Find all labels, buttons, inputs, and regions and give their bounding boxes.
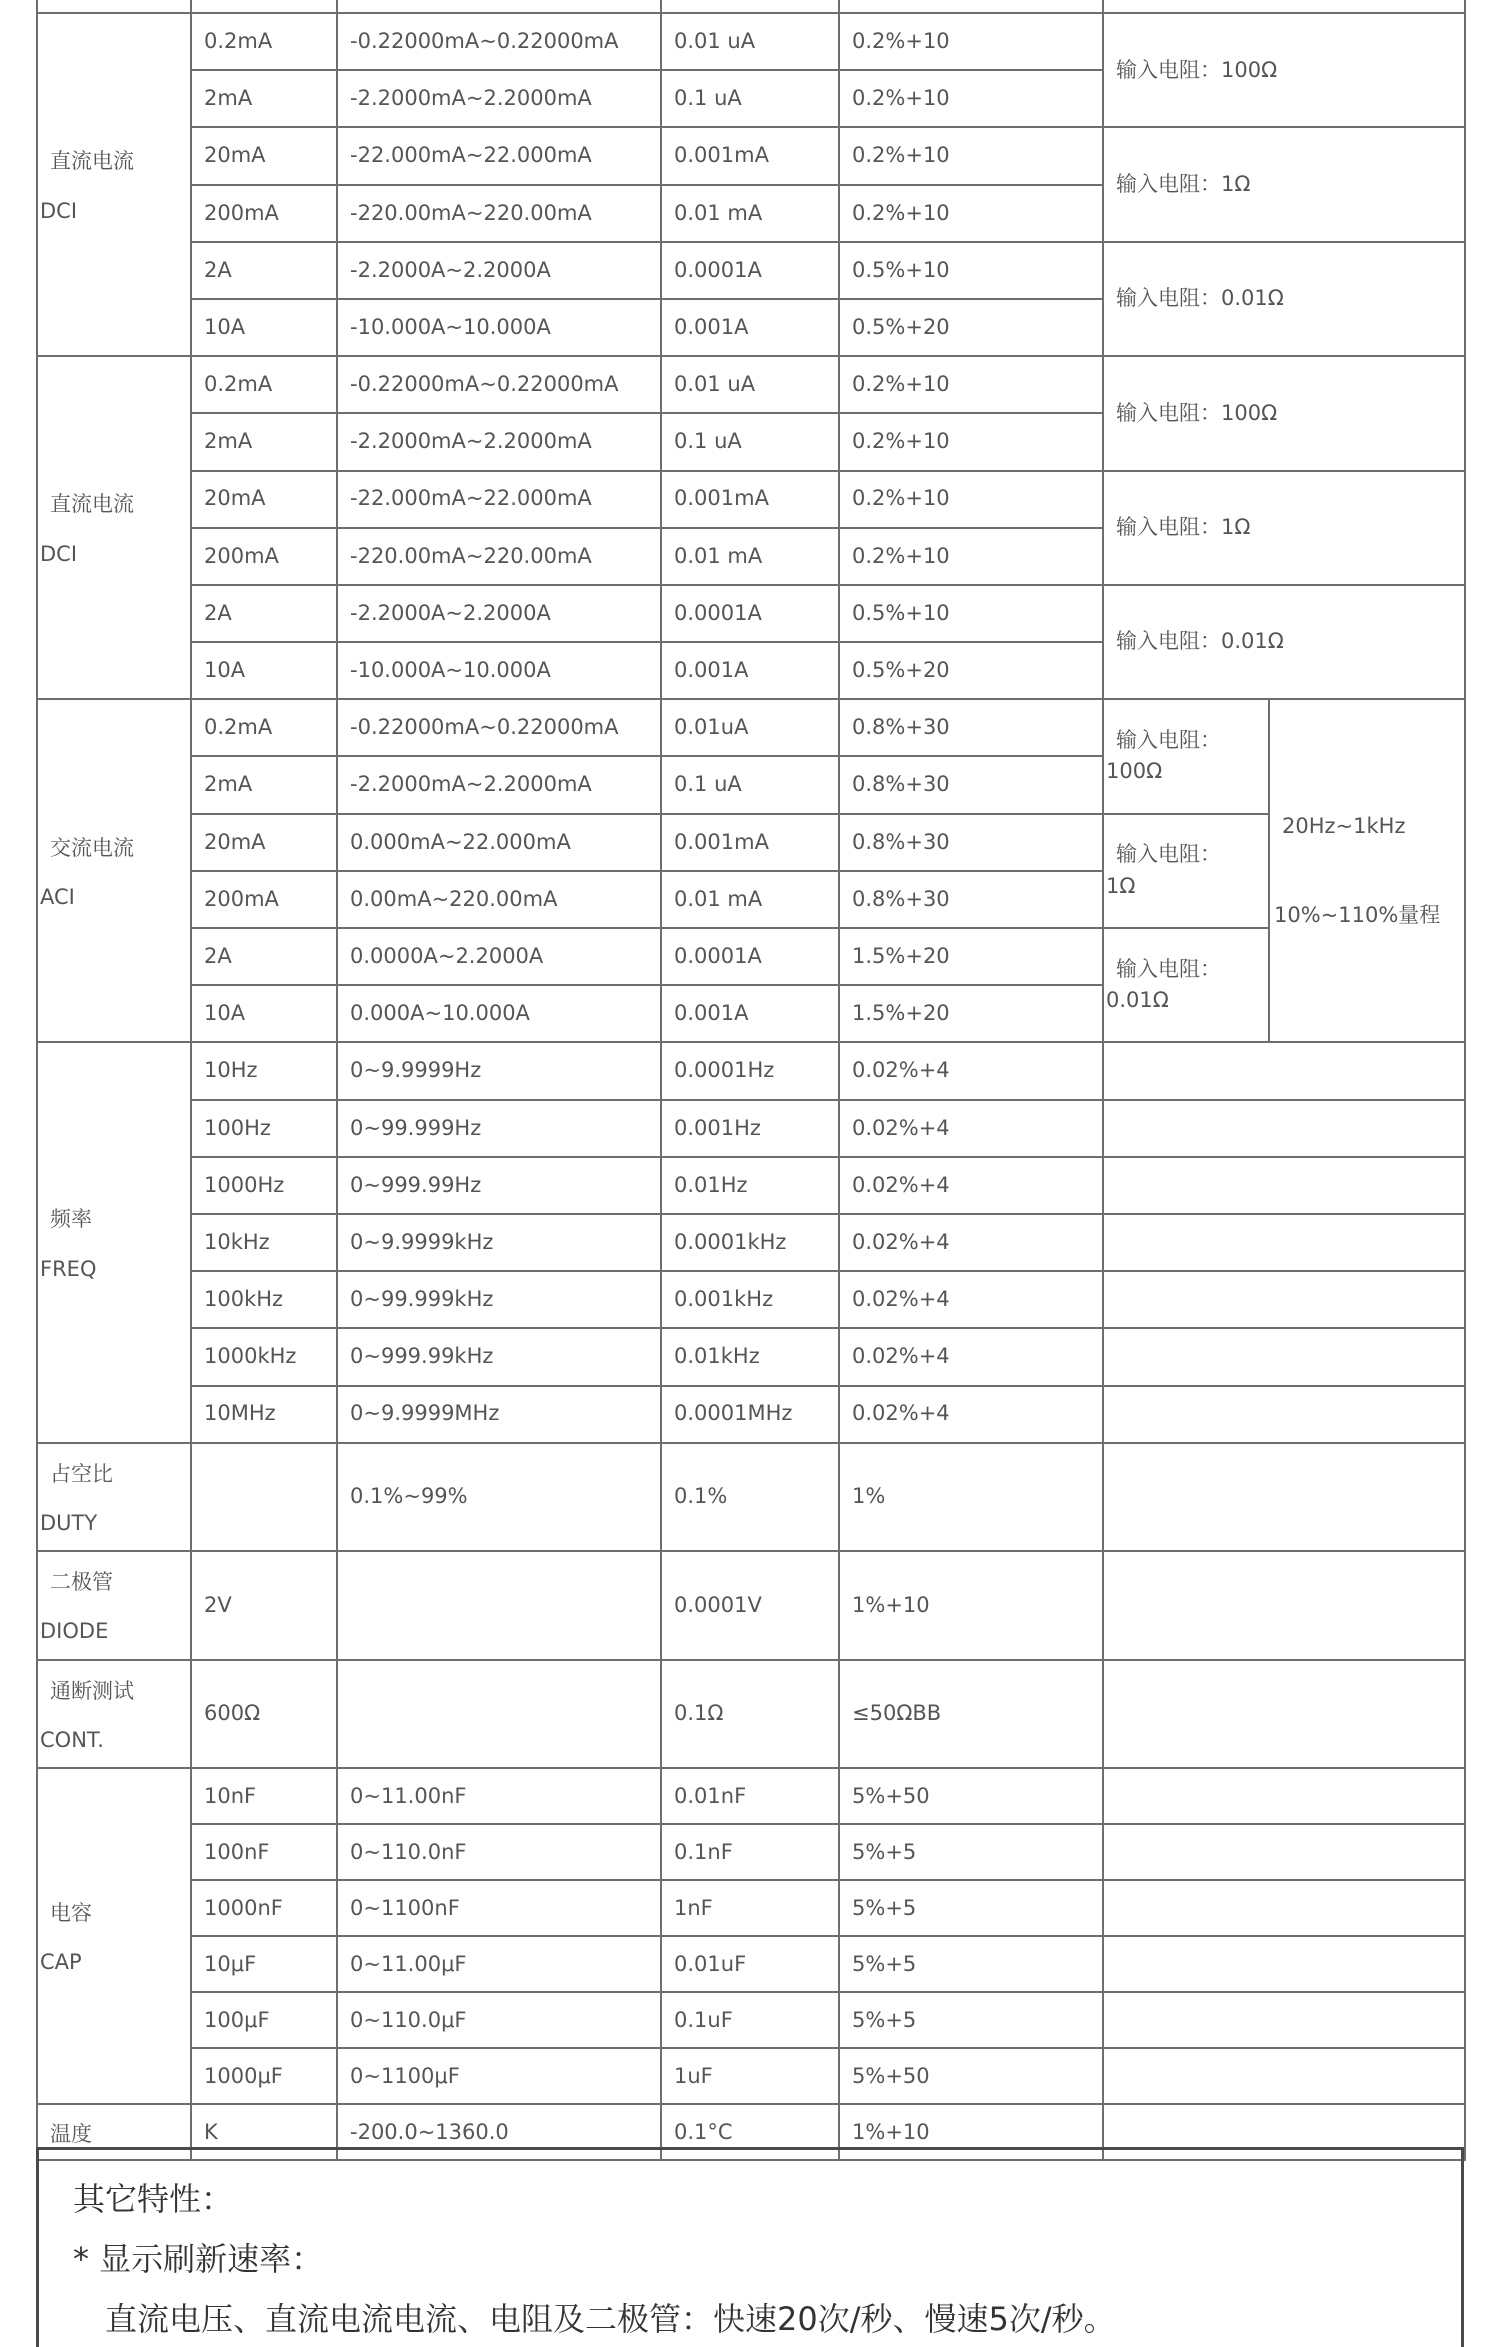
input-resistance-note (1103, 814, 1269, 928)
category-name-en: CAP (40, 1950, 82, 1975)
accuracy-cell: 0.5%+20 (839, 299, 1103, 356)
accuracy-cell: 0.8%+30 (839, 814, 1103, 871)
table-row (37, 1768, 1465, 1824)
empty-note (1103, 1936, 1465, 1992)
table-row (37, 928, 1465, 985)
table-row (37, 13, 1465, 70)
input-resistance-note: 输入电阻：0.01Ω (1103, 242, 1465, 356)
category-freq (37, 1042, 191, 1442)
empty-note (1103, 1660, 1465, 1769)
table-row (37, 1271, 1465, 1328)
measure-range-cell (337, 1551, 661, 1660)
resolution-cell: 0.01uF (661, 1936, 839, 1992)
measure-range-cell: 0~99.999Hz (337, 1100, 661, 1157)
range-cell: 10A (191, 642, 337, 699)
range-cell: 2mA (191, 70, 337, 127)
table-row-top-cut (37, 0, 1465, 13)
range-cell: 2V (191, 1551, 337, 1660)
empty-note (1103, 1386, 1465, 1443)
measure-range-cell: -22.000mA~22.000mA (337, 471, 661, 528)
category-aci (37, 699, 191, 1042)
category-name-cn: 频率 (50, 1207, 92, 1232)
category-name-en: CONT. (40, 1727, 104, 1752)
accuracy-cell: 5%+50 (839, 2048, 1103, 2104)
range-cell: 0.2mA (191, 13, 337, 70)
range-cell: 10nF (191, 1768, 337, 1824)
input-resistance-note: 输入电阻：1Ω (1103, 127, 1465, 241)
measure-range-cell: 0~11.00μF (337, 1936, 661, 1992)
accuracy-cell: 0.2%+10 (839, 471, 1103, 528)
measure-range-cell: 0.000mA~22.000mA (337, 814, 661, 871)
measure-range-cell: 0~110.0nF (337, 1824, 661, 1880)
empty-note (1103, 1157, 1465, 1214)
measure-range-cell: -2.2000A~2.2000A (337, 585, 661, 642)
range-cell: 200mA (191, 871, 337, 928)
table-row (37, 471, 1465, 528)
resolution-cell: 0.01Hz (661, 1157, 839, 1214)
spec-table (36, 0, 1466, 2161)
table-row (37, 1214, 1465, 1271)
range-cell: 10A (191, 985, 337, 1042)
accuracy-cell: 0.2%+10 (839, 127, 1103, 184)
resolution-cell: 0.1nF (661, 1824, 839, 1880)
range-cell: 20mA (191, 814, 337, 871)
measure-range-cell: 0~1100nF (337, 1880, 661, 1936)
resolution-cell: 0.1°C (661, 2104, 839, 2160)
measure-range-cell: 0~9.9999kHz (337, 1214, 661, 1271)
resolution-cell: 0.1uF (661, 1992, 839, 2048)
resolution-cell: 0.01 uA (661, 356, 839, 413)
range-cell: 600Ω (191, 1660, 337, 1769)
measure-range-cell: 0~9.9999MHz (337, 1386, 661, 1443)
empty-note (1103, 1880, 1465, 1936)
resolution-cell: 0.001Hz (661, 1100, 839, 1157)
accuracy-cell: 0.2%+10 (839, 13, 1103, 70)
measure-range-cell: -2.2000mA~2.2000mA (337, 413, 661, 470)
resolution-cell: 0.01 mA (661, 528, 839, 585)
resolution-cell: 0.1 uA (661, 413, 839, 470)
frequency-band-note (1269, 699, 1465, 1042)
range-cell: 1000μF (191, 2048, 337, 2104)
resolution-cell: 0.1% (661, 1443, 839, 1552)
accuracy-cell: 1%+10 (839, 2104, 1103, 2160)
range-cell: 2mA (191, 756, 337, 813)
resolution-cell: 0.0001Hz (661, 1042, 839, 1099)
category-name-en: DUTY (40, 1510, 98, 1535)
empty-note (1103, 1214, 1465, 1271)
note-label: 输入电阻： (1116, 842, 1221, 867)
table-row (37, 699, 1465, 756)
category-name-en: ACI (40, 884, 75, 909)
accuracy-cell: 0.8%+30 (839, 699, 1103, 756)
table-row (37, 1100, 1465, 1157)
range-cell: 20mA (191, 127, 337, 184)
resolution-cell: 0.001A (661, 642, 839, 699)
resolution-cell: 0.01uA (661, 699, 839, 756)
note-value: 0.01Ω (1106, 988, 1169, 1013)
category-name-en: DIODE (40, 1619, 109, 1644)
accuracy-cell: 1.5%+20 (839, 985, 1103, 1042)
empty-note (1103, 1328, 1465, 1385)
table-row (37, 1386, 1465, 1443)
note-value: 100Ω (1106, 759, 1163, 784)
range-cell: 1000kHz (191, 1328, 337, 1385)
measure-range-cell: -220.00mA~220.00mA (337, 185, 661, 242)
empty-note (1103, 1042, 1465, 1099)
table-row (37, 1551, 1465, 1660)
accuracy-cell: 1% (839, 1443, 1103, 1552)
input-resistance-note: 输入电阻：0.01Ω (1103, 585, 1465, 699)
accuracy-cell: 0.02%+4 (839, 1271, 1103, 1328)
range-cell (191, 1443, 337, 1552)
resolution-cell: 0.001mA (661, 814, 839, 871)
frequency-band: 20Hz~1kHz (1282, 813, 1406, 838)
range-cell: 2A (191, 242, 337, 299)
range-cell: 100kHz (191, 1271, 337, 1328)
accuracy-cell: 0.02%+4 (839, 1157, 1103, 1214)
category-diode (37, 1551, 191, 1660)
measure-range-cell: -22.000mA~22.000mA (337, 127, 661, 184)
category-name-en: DCI (40, 198, 78, 223)
resolution-cell: 0.001kHz (661, 1271, 839, 1328)
range-cell: 10MHz (191, 1386, 337, 1443)
resolution-cell: 0.1 uA (661, 70, 839, 127)
measure-range-cell: 0.1%~99% (337, 1443, 661, 1552)
range-cell: 10kHz (191, 1214, 337, 1271)
input-resistance-note: 输入电阻：100Ω (1103, 356, 1465, 470)
empty-note (1103, 1992, 1465, 2048)
table-row (37, 1157, 1465, 1214)
measure-range-cell: 0~999.99Hz (337, 1157, 661, 1214)
resolution-cell: 0.001mA (661, 471, 839, 528)
range-cell: 2mA (191, 413, 337, 470)
accuracy-cell: 0.5%+10 (839, 585, 1103, 642)
measure-range-cell: -2.2000A~2.2000A (337, 242, 661, 299)
accuracy-cell: 0.02%+4 (839, 1100, 1103, 1157)
resolution-cell: 0.1Ω (661, 1660, 839, 1769)
accuracy-cell: 0.2%+10 (839, 185, 1103, 242)
resolution-cell: 0.0001A (661, 928, 839, 985)
other-features-heading: 其它特性： (73, 2180, 234, 2218)
input-resistance-note (1103, 928, 1269, 1042)
measure-range-cell: 0.00mA~220.00mA (337, 871, 661, 928)
category-name-cn: 直流电流 (50, 149, 134, 174)
resolution-cell: 0.01kHz (661, 1328, 839, 1385)
resolution-cell: 1nF (661, 1880, 839, 1936)
empty-note (1103, 1551, 1465, 1660)
table-row (37, 2048, 1465, 2104)
measure-range-cell: 0~1100μF (337, 2048, 661, 2104)
resolution-cell: 0.01 uA (661, 13, 839, 70)
accuracy-cell: 5%+5 (839, 1992, 1103, 2048)
resolution-cell: 0.001mA (661, 127, 839, 184)
accuracy-cell: ≤50ΩBB (839, 1660, 1103, 1769)
resolution-cell: 0.0001MHz (661, 1386, 839, 1443)
range-cell: 200mA (191, 185, 337, 242)
category-name-cn: 二极管 (50, 1570, 113, 1595)
resolution-cell: 0.0001A (661, 585, 839, 642)
resolution-cell: 0.001A (661, 985, 839, 1042)
table-row (37, 1824, 1465, 1880)
empty-note (1103, 1100, 1465, 1157)
range-cell: 200mA (191, 528, 337, 585)
resolution-cell: 0.01nF (661, 1768, 839, 1824)
measure-range-cell: -2.2000mA~2.2000mA (337, 70, 661, 127)
category-duty (37, 1443, 191, 1552)
measure-range-cell: 0~110.0μF (337, 1992, 661, 2048)
empty-note (1103, 1443, 1465, 1552)
table-row (37, 127, 1465, 184)
range-cell: 100nF (191, 1824, 337, 1880)
accuracy-cell: 5%+5 (839, 1936, 1103, 1992)
range-cell: 100Hz (191, 1100, 337, 1157)
table-row (37, 585, 1465, 642)
table-row (37, 1328, 1465, 1385)
accuracy-cell: 5%+50 (839, 1768, 1103, 1824)
input-resistance-note: 输入电阻：100Ω (1103, 13, 1465, 127)
measure-range-cell: 0~11.00nF (337, 1768, 661, 1824)
category-name-cn: 通断测试 (50, 1678, 134, 1703)
resolution-cell: 0.001A (661, 299, 839, 356)
range-cell: 1000Hz (191, 1157, 337, 1214)
table-row (37, 356, 1465, 413)
accuracy-cell: 0.2%+10 (839, 413, 1103, 470)
refresh-rate-text: 直流电压、直流电流电流、电阻及二极管：快速20次/秒、慢速5次/秒。 (105, 2300, 1116, 2338)
resolution-cell: 0.0001kHz (661, 1214, 839, 1271)
accuracy-cell: 0.5%+20 (839, 642, 1103, 699)
accuracy-cell: 0.8%+30 (839, 756, 1103, 813)
range-cell: 100μF (191, 1992, 337, 2048)
table-row (37, 814, 1465, 871)
measure-range-cell: 0~99.999kHz (337, 1271, 661, 1328)
accuracy-cell: 0.2%+10 (839, 70, 1103, 127)
measure-range-cell: -2.2000mA~2.2000mA (337, 756, 661, 813)
measure-range-cell: -0.22000mA~0.22000mA (337, 356, 661, 413)
accuracy-cell: 5%+5 (839, 1880, 1103, 1936)
measure-range-cell: 0~9.9999Hz (337, 1042, 661, 1099)
category-cap (37, 1768, 191, 2104)
table-row (37, 1042, 1465, 1099)
accuracy-cell: 0.8%+30 (839, 871, 1103, 928)
range-cell: 0.2mA (191, 356, 337, 413)
measure-range-cell: -220.00mA~220.00mA (337, 528, 661, 585)
table-row (37, 1660, 1465, 1769)
measure-range-cell: -10.000A~10.000A (337, 299, 661, 356)
other-features-section (36, 2147, 1464, 2347)
input-resistance-note: 输入电阻：1Ω (1103, 471, 1465, 585)
note-label: 输入电阻： (1116, 727, 1221, 752)
resolution-cell: 0.01 mA (661, 871, 839, 928)
resolution-cell: 0.1 uA (661, 756, 839, 813)
category-name-cn: 电容 (50, 1900, 92, 1925)
empty-note (1103, 1271, 1465, 1328)
empty-note (1103, 1824, 1465, 1880)
measure-range-cell: 0.000A~10.000A (337, 985, 661, 1042)
accuracy-cell: 0.2%+10 (839, 528, 1103, 585)
range-cell: 1000nF (191, 1880, 337, 1936)
accuracy-cell: 0.2%+10 (839, 356, 1103, 413)
range-cell: 20mA (191, 471, 337, 528)
resolution-cell: 0.01 mA (661, 185, 839, 242)
category-name-cn: 交流电流 (50, 835, 134, 860)
range-cell: 2A (191, 928, 337, 985)
measure-range-cell: -0.22000mA~0.22000mA (337, 699, 661, 756)
range-cell: 2A (191, 585, 337, 642)
category-name-en: DCI (40, 541, 78, 566)
table-row (37, 1443, 1465, 1552)
refresh-rate-bullet: * 显示刷新速率： (73, 2240, 324, 2278)
measure-range-cell: -0.22000mA~0.22000mA (337, 13, 661, 70)
measure-range-cell: -10.000A~10.000A (337, 642, 661, 699)
accuracy-cell: 0.02%+4 (839, 1386, 1103, 1443)
accuracy-cell: 1.5%+20 (839, 928, 1103, 985)
input-resistance-note (1103, 699, 1269, 813)
accuracy-cell: 1%+10 (839, 1551, 1103, 1660)
accuracy-cell: 0.02%+4 (839, 1328, 1103, 1385)
note-value: 1Ω (1106, 873, 1136, 898)
empty-note (1103, 1768, 1465, 1824)
range-cell: 10A (191, 299, 337, 356)
table-row (37, 1936, 1465, 1992)
accuracy-cell: 5%+5 (839, 1824, 1103, 1880)
table-row (37, 242, 1465, 299)
category-name-en: FREQ (40, 1256, 97, 1281)
measure-range-cell (337, 1660, 661, 1769)
measure-range-cell: -200.0~1360.0 (337, 2104, 661, 2160)
resolution-cell: 0.0001V (661, 1551, 839, 1660)
table-row (37, 1880, 1465, 1936)
range-cell: 0.2mA (191, 699, 337, 756)
resolution-cell: 0.0001A (661, 242, 839, 299)
range-cell: 10μF (191, 1936, 337, 1992)
range-percent: 10%~110%量程 (1274, 902, 1441, 927)
empty-note (1103, 2048, 1465, 2104)
category-cont (37, 1660, 191, 1769)
category-dci1 (37, 13, 191, 356)
range-cell: 10Hz (191, 1042, 337, 1099)
accuracy-cell: 0.02%+4 (839, 1042, 1103, 1099)
measure-range-cell: 0~999.99kHz (337, 1328, 661, 1385)
resolution-cell: 1uF (661, 2048, 839, 2104)
accuracy-cell: 0.5%+10 (839, 242, 1103, 299)
category-name-cn: 直流电流 (50, 492, 134, 517)
accuracy-cell: 0.02%+4 (839, 1214, 1103, 1271)
range-cell: K (191, 2104, 337, 2160)
category-dci2 (37, 356, 191, 699)
table-row (37, 1992, 1465, 2048)
category-name-cn: 温度 (50, 2121, 92, 2146)
measure-range-cell: 0.0000A~2.2000A (337, 928, 661, 985)
note-label: 输入电阻： (1116, 956, 1221, 981)
category-name-cn: 占空比 (50, 1461, 113, 1486)
